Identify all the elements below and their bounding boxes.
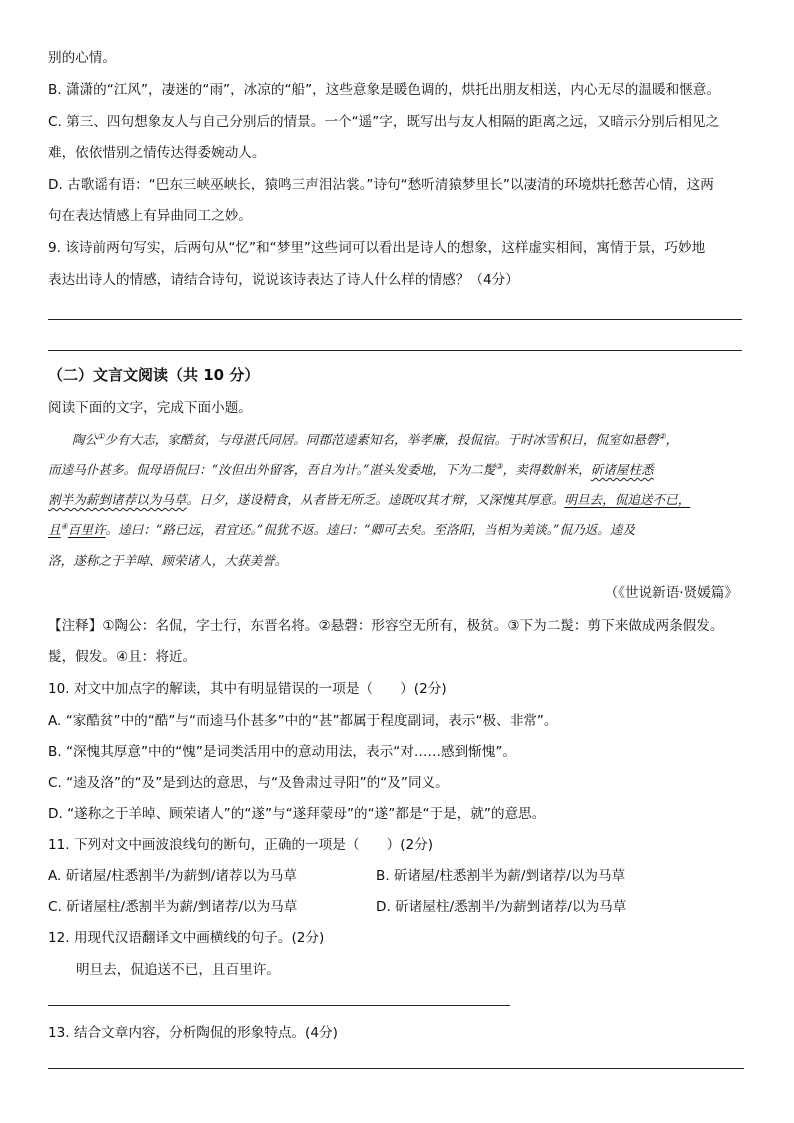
underlined-sentence-part1: 明旦去，侃追送不已， (564, 492, 691, 507)
q11-option-a[interactable]: A. 斫诸屋/柱悉割半/为薪剉/诸荐以为马草 (48, 868, 297, 884)
q8-option-d-line2: 句在表达情感上有异曲同工之妙。 (48, 208, 252, 224)
q13-answer-line[interactable] (48, 1068, 744, 1069)
q10-option-a[interactable]: A. “家酷贫”中的“酷”与“而逵马仆甚多”中的“甚”都属于程度副词，表示“极、非常”。 (48, 713, 558, 729)
q10-option-b[interactable]: B. “深愧其厚意”中的“愧”是词类活用中的意动用法，表示“对……感到惭愧”。 (48, 744, 517, 760)
q9-question-line1: 9. 该诗前两句写实，后两句从“忆”和“梦里”这些词可以看出是诗人的想象，这样虚实相间，寓情于景，巧妙地 (48, 240, 706, 256)
q8-option-d-line1: D. 古歌谣有语：“巴东三峡巫峡长，猿鸣三声泪沾裳。”诗句“愁听清猿梦里长”以凄清的环境烘托愁苦心情，这两 (48, 177, 714, 193)
q11-question: 11. 下列对文中画波浪线句的断句，正确的一项是（ ）(2分) (48, 837, 434, 853)
wavy-underlined-sentence-part1: 斫诸屋柱悉 (590, 462, 654, 477)
underlined-sentence-part2: 且 (48, 522, 61, 537)
q9-answer-line-1[interactable] (48, 319, 742, 320)
passage-line-3: 割半为薪剉诸荐以为马草。日夕，遂设精食，从者皆无所乏。逵既叹其才辩，又深愧其厚意。明旦去，侃追送不已， (48, 492, 691, 507)
q10-option-d[interactable]: D. “遂称之于羊晫、顾荣诸人”的“遂”与“遂拜蒙母”的“遂”都是“于是，就”的意思。 (48, 806, 546, 822)
q9-answer-line-2[interactable] (48, 350, 742, 351)
passage-line-4: 且④百里许。逵曰：“路已远，君宜还。”侃犹不返。逵曰：“卿可去矣。至洛阳，当相为美谈。”侃乃返。逵及 (48, 521, 636, 537)
q9-question-line2: 表达出诗人的情感，请结合诗句，说说该诗表达了诗人什么样的情感？（4分） (48, 272, 519, 288)
q8-option-b: B. 潇潇的“江风”，凄迷的“雨”，冰凉的“船”，这些意象是暖色调的，烘托出朋友相送，内心无尽的温暖和惬意。 (48, 82, 720, 98)
passage-line-5: 洛，遂称之于羊晫、顾荣诸人，大获美誉。 (48, 553, 288, 568)
passage-line-2: 而逵马仆甚多。侃母语侃曰：“汝但出外留客，吾自为计。”湛头发委地，下为二髲③，卖得数斛米，斫诸屋柱悉 (48, 461, 654, 477)
q13-question: 13. 结合文章内容，分析陶侃的形象特点。(4分) (48, 1025, 338, 1041)
q8-option-c-line1: C. 第三、四句想象友人与自己分别后的情景。一个“遥”字，既写出与友人相隔的距离之远，又暗示分别后相见之 (48, 114, 720, 130)
q11-option-c[interactable]: C. 斫诸屋柱/悉割半为薪/剉诸荐/以为马草 (48, 899, 298, 915)
q12-answer-line[interactable] (48, 1005, 510, 1006)
notes-line-2: 髲，假发。④且：将近。 (48, 649, 197, 665)
q10-option-c[interactable]: C. “逵及洛”的“及”是到达的意思，与“及鲁肃过寻阳”的“及”同义。 (48, 775, 449, 791)
q8-option-c-line2: 难，依依惜别之情传达得委婉动人。 (48, 145, 266, 161)
reading-instruction: 阅读下面的文字，完成下面小题。 (48, 400, 252, 416)
section-title: （二）文言文阅读（共 10 分） (48, 366, 260, 384)
q11-option-d[interactable]: D. 斫诸屋柱/悉割半/为薪剉诸荐/以为马草 (376, 899, 627, 915)
notes-line-1: 【注释】①陶公：名侃，字士行，东晋名将。②悬磬：形容空无所有，极贫。③下为二髲：剪下来做成两条假发。 (48, 618, 724, 634)
passage-line-1: 陶公①少有大志，家酷贫，与母湛氏同居。同郡范逵素知名，举孝廉，投侃宿。于时冰雪积日，侃室如悬磬②， (72, 431, 679, 447)
q12-sentence: 明旦去，侃追送不已，且百里许。 (76, 962, 280, 978)
passage-source: （《世说新语·贤媛篇》 (604, 585, 738, 601)
q12-question: 12. 用现代汉语翻译文中画横线的句子。(2分) (48, 930, 325, 946)
q11-option-b[interactable]: B. 斫诸屋/柱悉割半为薪/剉诸荐/以为马草 (376, 868, 626, 884)
q10-question: 10. 对文中加点字的解读，其中有明显错误的一项是（ ）(2分) (48, 681, 447, 697)
wavy-underlined-sentence-part2: 割半为薪剉诸荐以为马草 (48, 492, 187, 507)
q8-tail-text: 别的心情。 (48, 50, 116, 66)
